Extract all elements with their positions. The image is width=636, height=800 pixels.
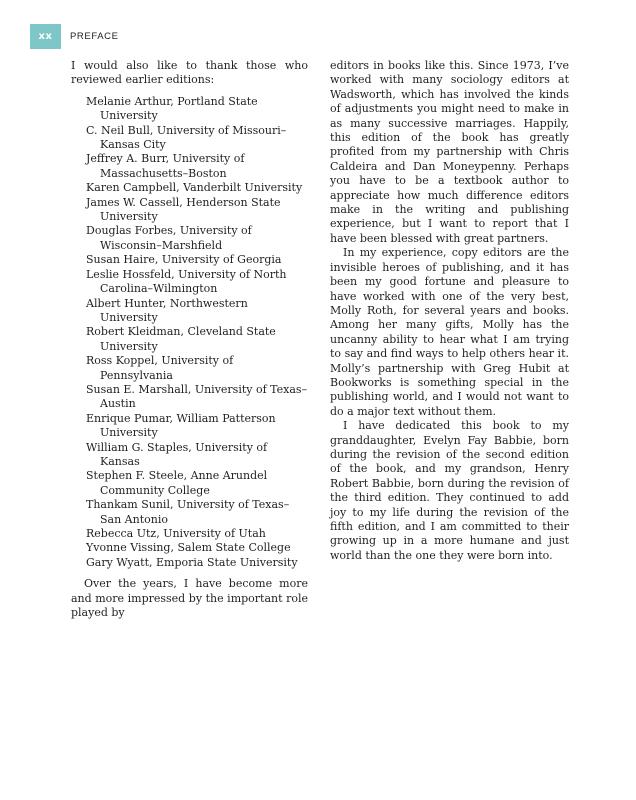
reviewer-item: C. Neil Bull, University of Missouri–Kansas City xyxy=(86,123,287,152)
reviewer-item: Thankam Sunil, University of Texas–San Antonio xyxy=(86,498,290,526)
page-number-badge xyxy=(30,24,61,49)
reviewer-item: Susan Haire, University of Georgia xyxy=(86,253,282,267)
reviewer-item: Karen Campbell, Vanderbilt University xyxy=(86,181,303,195)
body-paragraph: In my experience, copy editors are the invisible heroes of publishing, and it has been my good fortune and pleasure to have worked with one of the very best, Molly Roth, for several years and books. Among her many gifts, Molly has the uncanny ability to hear what I am trying to say and find ways to help others hear it. Molly’s partnership with Greg Hubit at Bookworks is something special in the publishing world, and I would not want to do a major text without them. xyxy=(330,246,569,418)
reviewer-item: Ross Koppel, University of Pennsylvania xyxy=(86,354,234,382)
reviewer-item: Robert Kleidman, Cleveland State University xyxy=(86,325,276,353)
running-head: PREFACE xyxy=(70,31,119,42)
reviewer-item: Melanie Arthur, Portland State University xyxy=(86,94,258,123)
reviewers-intro: I would also like to thank those who reviewed earlier editions: xyxy=(71,59,308,87)
reviewer-item: Stephen F. Steele, Anne Arundel Community College xyxy=(86,469,268,497)
reviewer-item: Albert Hunter, Northwestern University xyxy=(86,296,248,324)
reviewer-item: Leslie Hossfeld, University of North Carolina–Wilmington xyxy=(86,267,287,296)
reviewer-item: Douglas Forbes, University of Wisconsin–Marshfield xyxy=(86,224,252,252)
reviewer-item: Gary Wyatt, Emporia State University xyxy=(86,555,298,569)
reviewer-item: Susan E. Marshall, University of Texas–Austin xyxy=(86,382,308,411)
body-paragraph: I have dedicated this book to my granddaughter, Evelyn Fay Babbie, born during the revision of the second edition of the book, and my grandson, Henry Robert Babbie, born during the revision of the third edition. They continued to add joy to my life during the revision of the fifth edition, and I am committed to their growing up in a more humane and just world than the one they were born into. xyxy=(330,419,569,562)
body-paragraph: editors in books like this. Since 1973, I’ve worked with many sociology editors at Wadsworth, which has involved the kinds of adjustments you might need to make in as many successive marriages. Happily, this edition of the book has greatly profited from my partnership with Chris Caldeira and Dan Moneypenny. Perhaps you have to be a textbook author to appreciate how much difference editors make in the writing and publishing experience, but I want to report that I have been blessed with great partners. xyxy=(330,59,569,245)
reviewer-item: Enrique Pumar, William Patterson University xyxy=(86,411,276,440)
left-column xyxy=(71,59,308,620)
reviewer-item: William G. Staples, University of Kansas xyxy=(86,440,268,468)
right-column xyxy=(330,59,569,563)
reviewer-item: James W. Cassell, Henderson State University xyxy=(86,195,281,224)
reviewer-item: Rebecca Utz, University of Utah xyxy=(86,527,266,540)
reviewer-item: Yvonne Vissing, Salem State College xyxy=(86,541,291,555)
closing-paragraph: Over the years, I have become more and more impressed by the important role played by xyxy=(71,577,308,620)
reviewer-item: Jeffrey A. Burr, University of Massachusetts–Boston xyxy=(86,152,245,180)
page-number: xx xyxy=(38,31,53,42)
reviewer-list xyxy=(86,95,308,570)
